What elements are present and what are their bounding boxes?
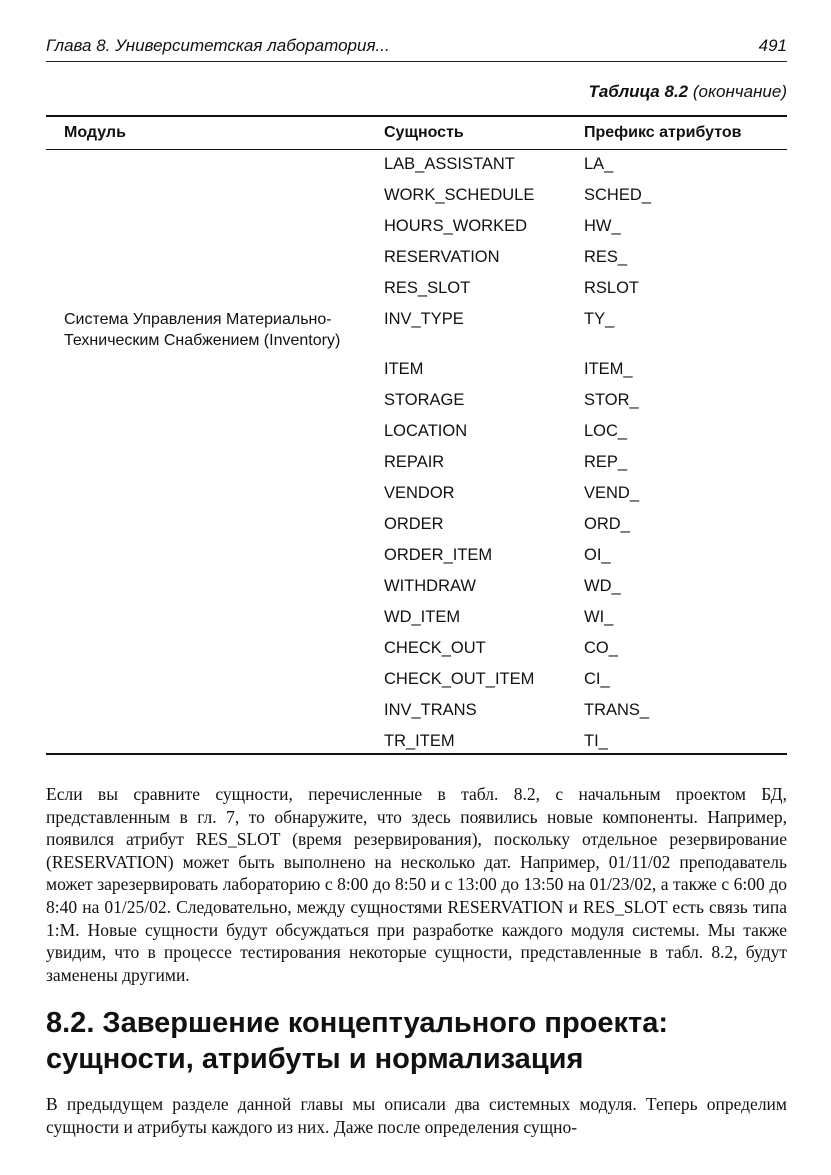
table-header-row <box>46 117 787 149</box>
prefix-cell: ITEM_ <box>584 360 633 378</box>
table-row <box>46 391 787 415</box>
entity-cell: LAB_ASSISTANT <box>384 155 515 173</box>
table-row <box>46 608 787 632</box>
table-row <box>46 217 787 241</box>
entity-cell: CHECK_OUT <box>384 639 486 657</box>
prefix-cell: SCHED_ <box>584 186 651 204</box>
entity-cell: VENDOR <box>384 484 455 502</box>
prefix-cell: HW_ <box>584 217 621 235</box>
table-caption-note: (окончание) <box>692 82 787 101</box>
entity-cell: WD_ITEM <box>384 608 461 626</box>
header-divider <box>46 61 787 62</box>
table-row <box>46 484 787 508</box>
entity-cell: TR_ITEM <box>384 732 455 750</box>
entity-cell: ITEM <box>384 360 424 378</box>
table-row <box>46 248 787 272</box>
entity-cell: INV_TRANS <box>384 701 477 719</box>
column-header-prefix: Префикс атрибутов <box>584 124 742 141</box>
prefix-cell: TY_ <box>584 310 615 328</box>
table-row <box>46 360 787 384</box>
table-row <box>46 701 787 725</box>
column-header-entity: Сущность <box>384 124 464 141</box>
chapter-title: Глава 8. Университетская лаборатория... <box>46 36 390 55</box>
table-body <box>46 150 787 753</box>
table-row <box>46 670 787 694</box>
table-caption <box>588 82 787 102</box>
table-row <box>46 186 787 210</box>
prefix-cell: REP_ <box>584 453 628 471</box>
prefix-cell: RES_ <box>584 248 628 266</box>
prefix-cell: LA_ <box>584 155 614 173</box>
entity-cell: RES_SLOT <box>384 279 471 297</box>
body-paragraph: В предыдущем разделе данной главы мы описали два системных модуля. Теперь определим сущности и атрибуты каждого из них. Даже после определения сущно- <box>46 1094 787 1137</box>
table-row <box>46 577 787 601</box>
prefix-cell: CO_ <box>584 639 618 657</box>
entity-cell: HOURS_WORKED <box>384 217 528 235</box>
table-row <box>46 515 787 539</box>
table-row <box>46 732 787 756</box>
table-caption-number: Таблица 8.2 <box>588 82 689 101</box>
entity-cell: RESERVATION <box>384 248 500 266</box>
table-row <box>46 546 787 570</box>
prefix-cell: TRANS_ <box>584 701 650 719</box>
table-row <box>46 155 787 179</box>
prefix-cell: WD_ <box>584 577 621 595</box>
section-heading <box>46 1005 787 1077</box>
running-head <box>46 36 787 60</box>
entity-cell: STORAGE <box>384 391 465 409</box>
prefix-cell: OI_ <box>584 546 611 564</box>
prefix-cell: RSLOT <box>584 279 640 297</box>
body-paragraph: Если вы сравните сущности, перечисленные в табл. 8.2, с начальным проектом БД, представленным в гл. 7, то обнаружите, что здесь появились новые компоненты. Например, появился атрибут RES_SLOT (время резервирования), поскольку отдельное резервирование (RESERVATION) может быть выполнено на несколько дат. Например, 01/11/02 преподаватель может зарезервировать лабораторию с 8:00 до 8:50 и с 13:00 до 13:50 на 01/23/02, а также с 6:00 до 8:40 на 01/25/02. Следовательно, между сущностями RESERVATION и RES_SLOT есть связь типа 1:M. Новые сущности будут обсуждаться при разработке каждого модуля системы. Мы также увидим, что в процессе тестирования некоторые сущности, представленные в табл. 8.2, будут заменены другими. <box>46 784 787 985</box>
section-heading-line2: сущности, атрибуты и нормализация <box>46 1043 584 1075</box>
entity-cell: ORDER_ITEM <box>384 546 493 564</box>
prefix-cell: LOC_ <box>584 422 628 440</box>
table-row <box>46 310 787 334</box>
prefix-cell: WI_ <box>584 608 614 626</box>
module-name-line2: Техническим Снабжением (Inventory) <box>64 332 341 349</box>
entity-table <box>46 115 787 755</box>
prefix-cell: VEND_ <box>584 484 640 502</box>
column-header-module: Модуль <box>64 124 126 141</box>
page-number: 491 <box>758 36 787 55</box>
entity-cell: WORK_SCHEDULE <box>384 186 535 204</box>
entity-cell: LOCATION <box>384 422 468 440</box>
table-row <box>46 639 787 663</box>
prefix-cell: ORD_ <box>584 515 630 533</box>
table-row <box>46 453 787 477</box>
module-name-line1: Система Управления Материально- <box>64 311 332 328</box>
prefix-cell: TI_ <box>584 732 608 750</box>
section-heading-line1: 8.2. Завершение концептуального проекта: <box>46 1007 668 1039</box>
entity-cell: ORDER <box>384 515 444 533</box>
entity-cell: CHECK_OUT_ITEM <box>384 670 535 688</box>
table-row <box>46 422 787 446</box>
prefix-cell: CI_ <box>584 670 610 688</box>
prefix-cell: STOR_ <box>584 391 639 409</box>
table-row <box>46 279 787 303</box>
entity-cell: REPAIR <box>384 453 445 471</box>
entity-cell: WITHDRAW <box>384 577 476 595</box>
entity-cell: INV_TYPE <box>384 310 464 328</box>
